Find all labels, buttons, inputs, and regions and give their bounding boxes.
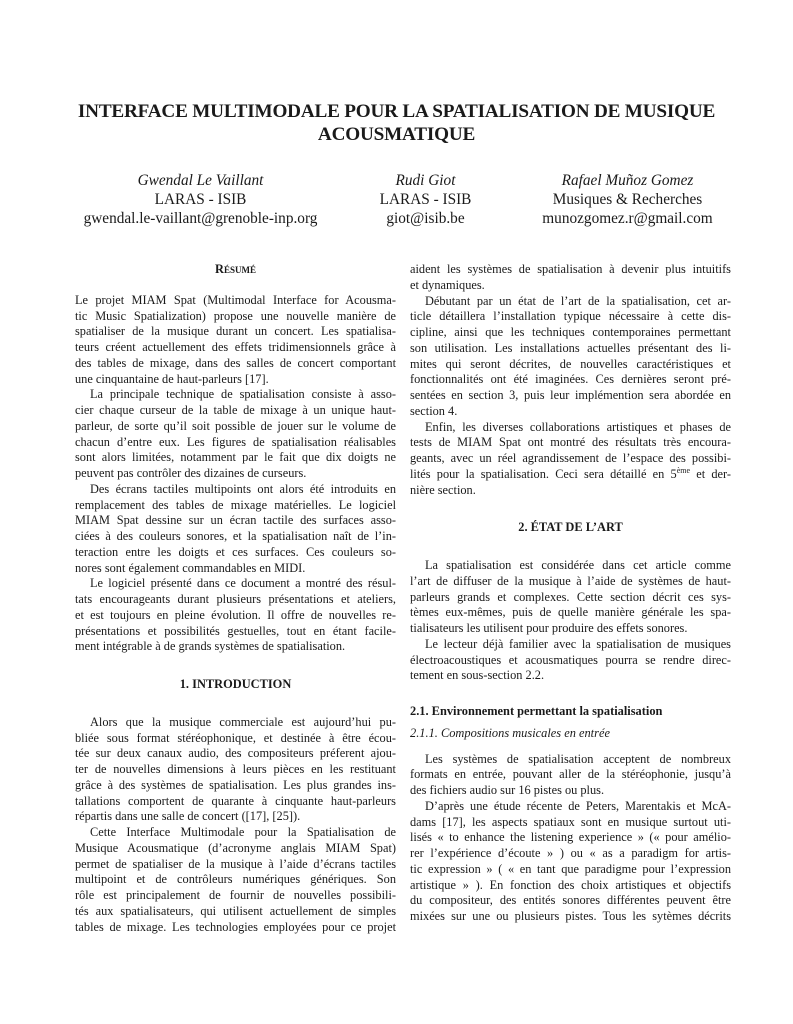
text-line: teurs créent actuellement des effets tridimensionnels grâce à [75,340,396,354]
abstract-paragraph-2 [75,387,396,482]
text-line: Alors que la musique commerciale est aujourd’hui pu- [90,714,396,729]
title-line-2: ACOUSMATIQUE [317,124,476,145]
text-line: électroacoustiques et acousmatiques pourra se rendre direc- [410,652,731,667]
text-line: tialisateurs les utilisent pour produire des effets sonores. [410,621,688,635]
author-affiliation: LARAS - ISIB [379,191,472,208]
text-line [410,467,731,483]
text-line: tests de MIAM Spat ont montré des résultats très encoura- [410,435,731,450]
text-line: Le projet MIAM Spat (Multimodal Interface for Acousma- [75,292,396,307]
text-line: Débutant par un état de l’art de la spatialisation, cet ar- [425,293,731,308]
text-line: grâce à des systèmes de spatialisation. Les plus grandes ins- [75,777,396,792]
text-line: tats encourageants durant plusieurs présentations et ateliers, [75,592,396,606]
text-line: tallations comportent de quarante à cinquante haut-parleurs [75,793,396,808]
soa-paragraph-3 [410,752,731,799]
intro-paragraph-3 [410,294,731,420]
text-line: des fichiers audio sur 16 pistes ou plus. [410,783,605,797]
text-line: Cette Interface Multimodale pour la Spatialisation de [90,825,396,839]
abstract-paragraph-4 [75,576,396,655]
text-line: lisés « to enhance the listening experience » (« pour amélio- [410,830,731,845]
text-line: peuvent pas contrôler des dizaines de curseurs. [75,466,307,480]
text-line: l’art de diffuser de la musique à l’aide de systèmes de haut- [410,573,731,588]
intro-paragraph-1 [75,715,396,825]
text-line: Musique Acousmatique (d’acronyme anglais MIAM Spat) [75,840,396,855]
author-name: Rafael Muñoz Gomez [561,172,694,189]
text-line: teraction entre les doigts et ces surfaces. Ces couleurs so- [75,544,396,559]
left-column [75,262,396,935]
section-heading-introduction: 1. INTRODUCTION [179,677,292,691]
text-line: sont alors limitées, notamment par le fait que dix doigts ne [75,450,396,465]
intro-paragraph-2-continued [410,262,731,294]
text-line: section 4. [410,403,458,418]
text-line: des tables de mixage, dans des salles de concert comportant [75,355,396,370]
text-line: présentations et possibilités gestuelles, tout en étant facile- [75,623,396,638]
paper-title [60,100,733,146]
text-line: cipline, ainsi que les techniques contemporaines permettant [410,325,731,339]
text-line: Enfin, les diverses collaborations artistiques et phases de [425,419,731,434]
text-line: Des écrans tactiles multipoints ont alors été introduits en [90,481,396,496]
text-line: son utilisation. Les installations actuelles présentant des li- [410,340,731,355]
text-line: dams [17], les aspects spatiaux sont en musique surtout uti- [410,814,731,829]
text-line: multipoint et de contrôleurs numériques génériques. Son [75,872,396,887]
intro-paragraph-4 [410,420,731,499]
author-email[interactable]: munozgomez.r@gmail.com [542,210,713,227]
text-line: permet de spatialiser de la musique à l’aide d’écrans tactiles [75,856,396,871]
text-line: mites qui seront décrites, de nouvelles caractéristiques et [410,356,731,371]
subsection-heading: 2.1. Environnement permettant la spatialisation [410,704,663,718]
text-line: mixées sur une ou plusieurs pistes. Tous les sytèmes décrits [410,909,731,923]
author-1 [78,171,323,228]
text-line: La principale technique de spatialisation consiste à asso- [90,387,396,402]
text-line: ter de nouvelles dimensions à leurs pièces en les restituant [75,762,396,776]
soa-paragraph-1 [410,558,731,637]
text-line: nores sont également commandables en MIDI. [75,560,306,575]
title-line-1: INTERFACE MULTIMODALE POUR LA SPATIALISATION DE MUSIQUE [77,101,716,122]
section-heading-state-of-art: 2. ÉTAT DE L’ART [518,520,623,535]
text-line: remplacement des tables de mixage matérielles. Le logiciel [75,497,396,512]
text-line: rer l’expérience d’écoute » ) ou « as a paradigm for artis- [410,846,731,860]
author-2 [368,171,483,228]
abstract-paragraph-3 [75,482,396,577]
text-line: formats en entrée, pouvant aller de la stéréophonie, jusqu’à [410,767,731,782]
text-line: nière section. [410,482,476,497]
text-line: et dynamiques. [410,277,485,292]
text-line: une cinquantaine de haut-parleurs [17]. [75,371,269,386]
text-line: Les systèmes de spatialisation acceptent de nombreux [425,751,731,766]
text-line: ciées à des couleurs sonores, et la spatialisation naît de l’in- [75,529,396,543]
text-line: tement en sous-section 2.2. [410,668,545,683]
text-line: cier chaque curseur de la table de mixage à un unique haut- [75,403,396,417]
text-line: ment intégrable à de grands systèmes de spatialisation. [75,639,346,654]
subsubsection-heading: 2.1.1. Compositions musicales en entrée [410,725,610,740]
soa-paragraph-2 [410,637,731,684]
text-line: Le logiciel présenté dans ce document a montré des résul- [90,576,396,591]
author-email[interactable]: giot@isib.be [386,210,465,227]
text-line: chacun d’entre eux. Les figures de spatialisation réalisables [75,434,396,449]
text-line: aident les systèmes de spatialisation à devenir plus intuitifs [410,262,731,276]
superscript: ème [676,465,691,475]
text-line: geants, avec un réel agrandissement de l’espace des possibi- [410,451,731,465]
author-name: Gwendal Le Vaillant [137,172,264,189]
author-name: Rudi Giot [395,172,456,189]
text-line: artistique » ). En fonction des choix artistiques et objectifs [410,877,731,892]
text-line: fonctionnalités ont été imaginées. Ces dernières seront pré- [410,372,731,387]
text-fragment: et der- [690,466,731,481]
text-line: tée sur deux canaux audio, des compositeurs préferent ajou- [75,746,396,761]
text-line: tèmes eux-mêmes, puis de quelle manière générale les spa- [410,605,731,620]
author-affiliation: LARAS - ISIB [154,191,247,208]
text-line: tic Music Spatialization) propose une nouvelle manière de [75,308,396,323]
author-affiliation: Musiques & Recherches [552,191,703,208]
author-email[interactable]: gwendal.le-vaillant@grenoble-inp.org [83,210,318,227]
text-line: spatialiser de la musique durant un concert. Les spatialisa- [75,324,396,339]
intro-paragraph-2 [75,825,396,935]
text-line: La spatialisation est considérée dans cet article comme [425,558,731,572]
text-line: tables de mixage. Les technologies employées pour ce projet [75,919,396,934]
text-line: parleurs grands et complexes. Cette section décrit ces sys- [410,589,731,604]
text-line: tés aux spatialisateurs, qui utilisent actuellement de simples [75,903,396,918]
text-line: bliée sous format stéréophonique, et destinée à être écou- [75,730,396,745]
text-line: parleur, de sorte qu’il soit possible de jouer sur le volume de [75,418,396,433]
right-column [410,262,731,925]
text-fragment: lités pour la spatialisation. Ceci sera détaillé en 5 [410,466,677,481]
abstract-heading: Résumé [215,262,256,276]
text-line: Le lecteur déjà familier avec la spatialisation de musiques [425,636,731,651]
text-line: et est toujours en pleine évolution. Il offre de nouvelles re- [75,607,396,622]
author-3 [535,171,720,228]
text-line: D’après une étude récente de Peters, Marentakis et McA- [425,798,731,813]
text-line: tic expression » ( « en tant que paradigme pour l’expression [410,861,731,876]
text-line: sentées en section 3, puis leur implémention sera abordée en [410,388,731,402]
soa-paragraph-4 [410,799,731,925]
text-line: MIAM Spat dessine sur un écran tactile des surfaces asso- [75,513,396,528]
text-line: rôle est principalement de fournir de nouvelles possibili- [75,888,396,902]
text-line: répartis dans une salle de concert ([17], [25]). [75,809,301,824]
text-line: du compositeur, des entités sonores différentes peuvent être [410,893,731,908]
abstract-paragraph-1 [75,293,396,388]
text-line: ticle détaillera l’installation typique nécessaire à cette dis- [410,309,731,324]
